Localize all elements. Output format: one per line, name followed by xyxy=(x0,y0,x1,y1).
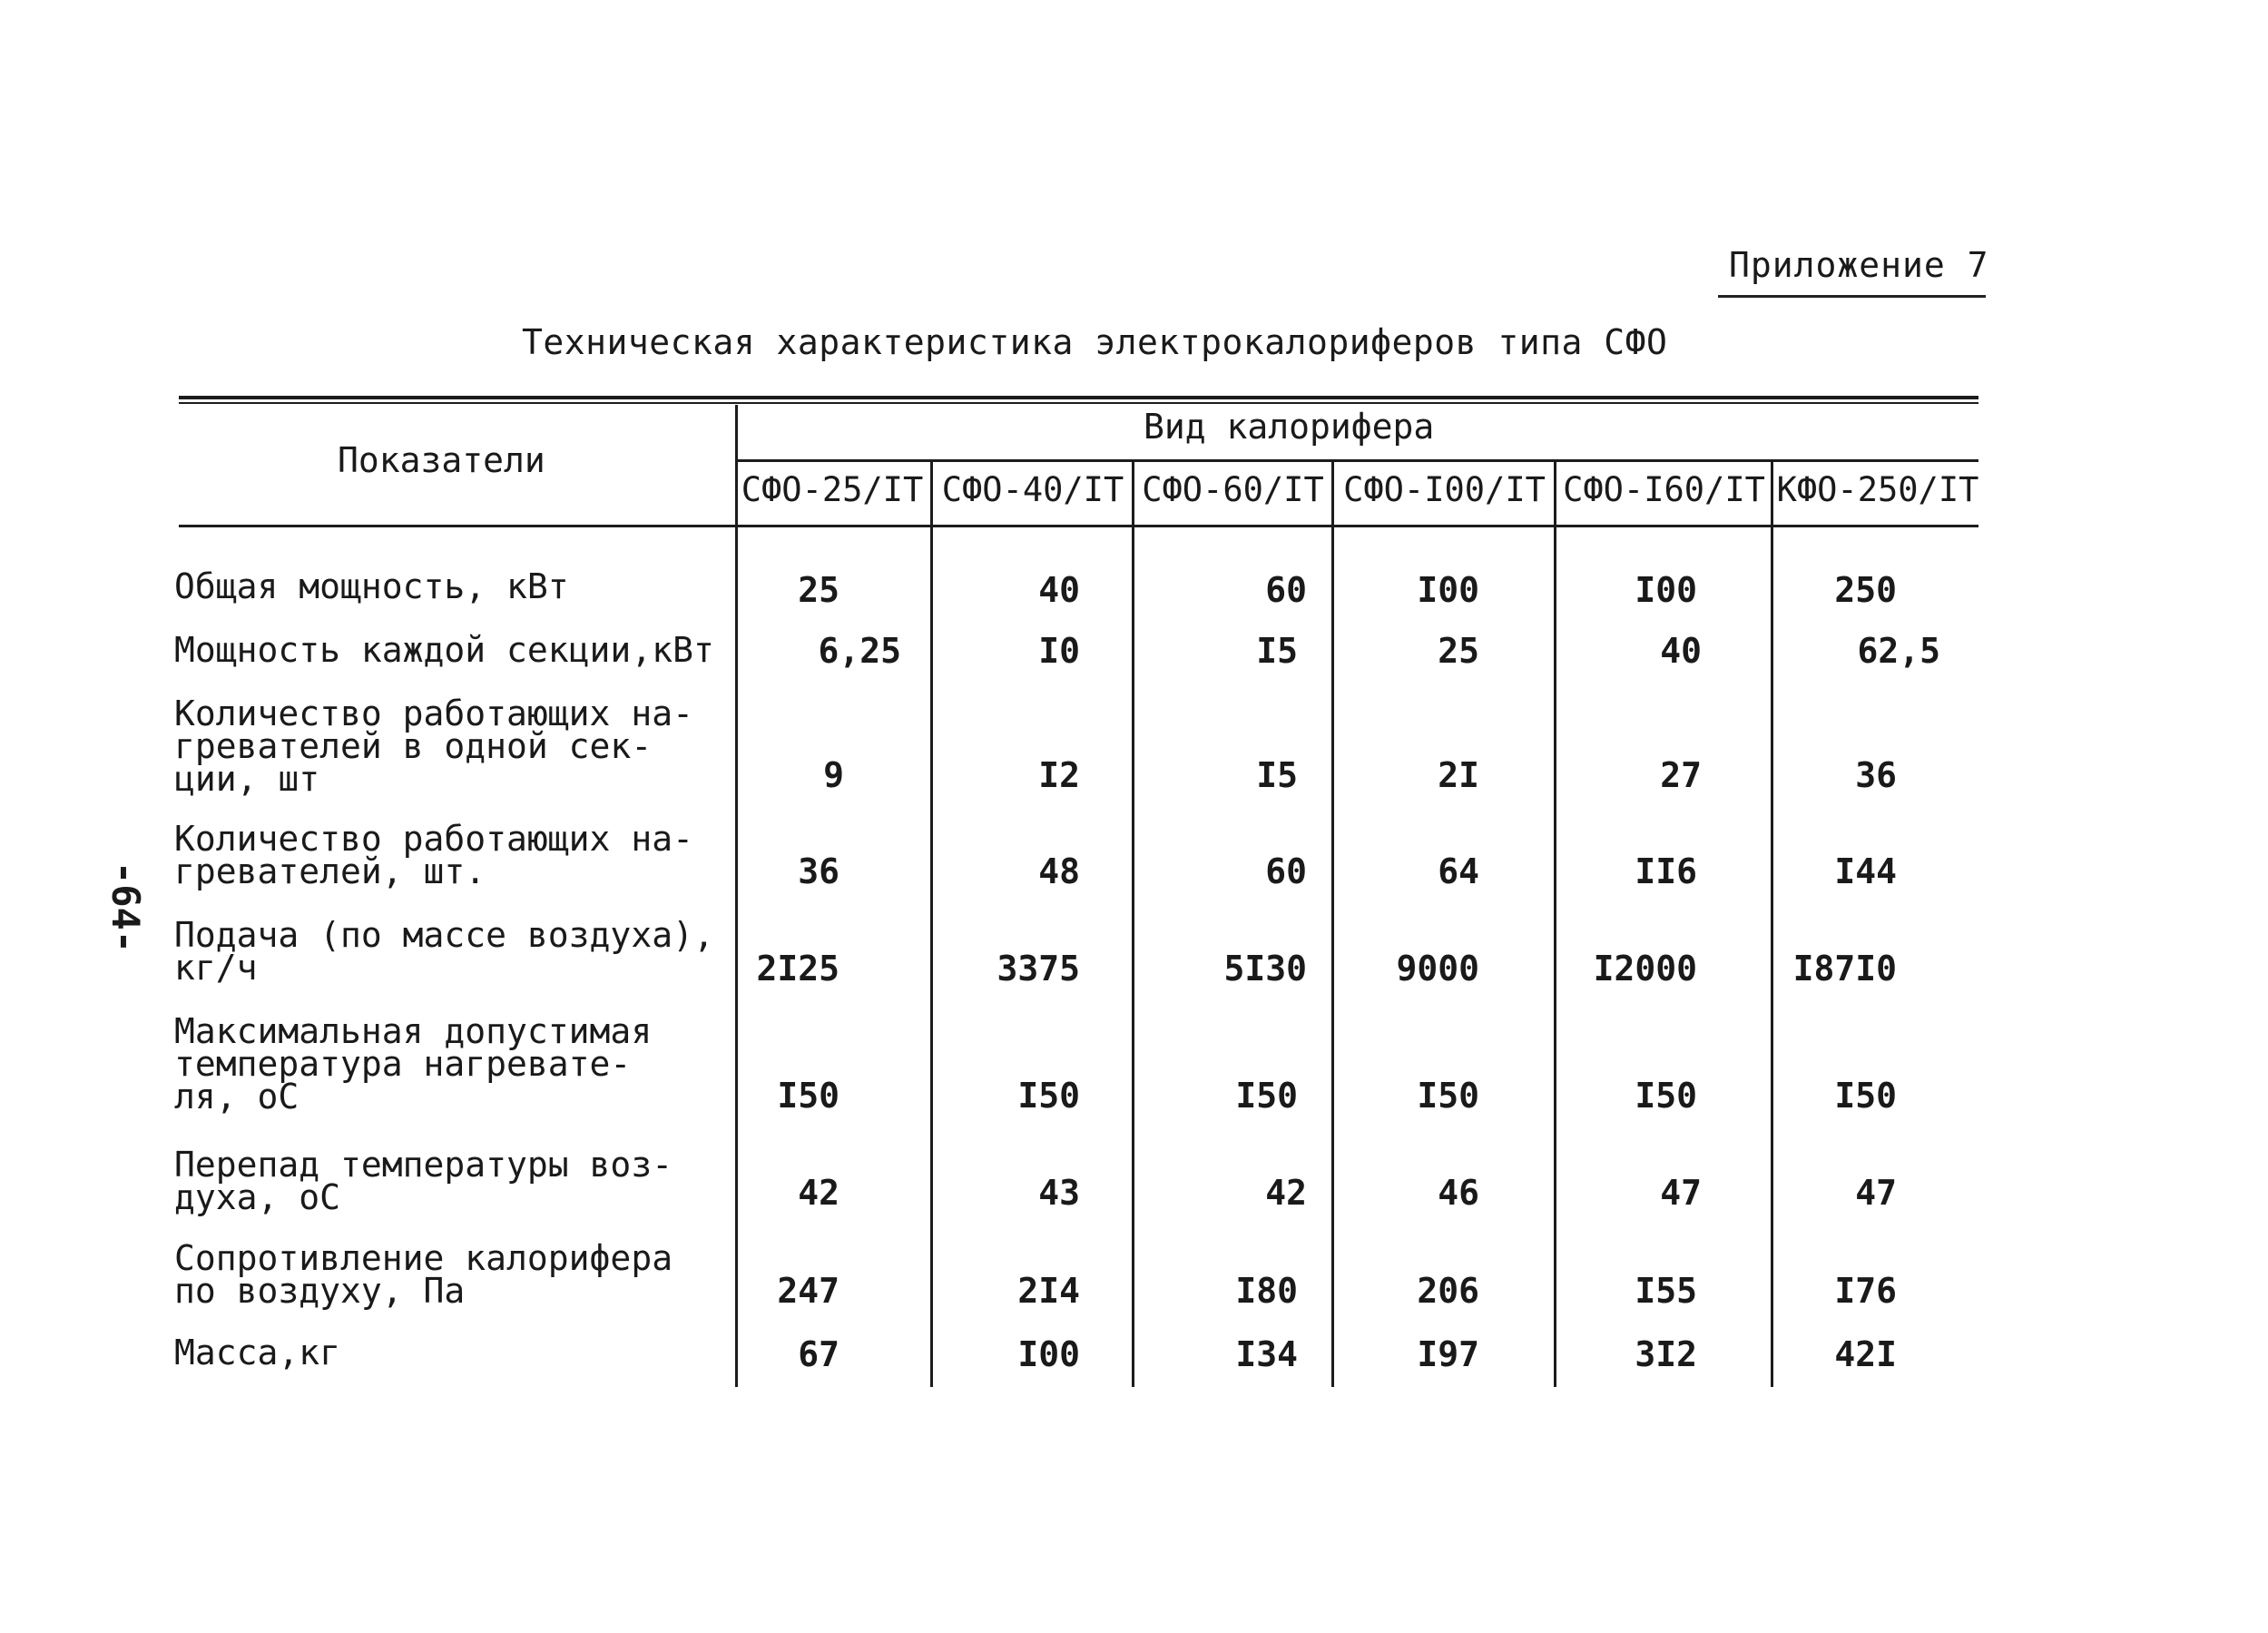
table-cell: 40 xyxy=(1038,570,1080,610)
table-cell: I00 xyxy=(1417,570,1479,610)
table-cell: I2000 xyxy=(1593,949,1697,989)
table-cell: 47 xyxy=(1855,1173,1897,1213)
table-cell: I97 xyxy=(1417,1334,1479,1374)
table-cell: 64 xyxy=(1438,851,1479,891)
row-label: Мощность каждой секции,кВт xyxy=(174,630,714,670)
table-cell: 247 xyxy=(777,1271,839,1311)
table-cell: I00 xyxy=(1635,570,1697,610)
group-header-rule xyxy=(737,459,1978,462)
header-group: Вид калорифера xyxy=(1144,407,1435,447)
table-cell: I5 xyxy=(1256,631,1298,671)
column-header: СФО-I00/IT xyxy=(1343,470,1546,509)
table-cell: 62,5 xyxy=(1857,631,1940,671)
table-divider-col-1 xyxy=(930,461,933,1387)
table-cell: I50 xyxy=(1417,1076,1479,1116)
column-header: СФО-25/IT xyxy=(741,470,924,509)
table-cell: I2 xyxy=(1038,755,1080,795)
table-cell: I87I0 xyxy=(1792,949,1897,989)
table-cell: I50 xyxy=(1635,1076,1697,1116)
table-cell: I55 xyxy=(1635,1271,1697,1311)
table-cell: 2I4 xyxy=(1017,1271,1080,1311)
column-header: СФО-60/IT xyxy=(1142,470,1324,509)
table-cell: 2I25 xyxy=(756,949,839,989)
row-label: Общая мощность, кВт xyxy=(174,566,569,606)
table-cell: 9000 xyxy=(1396,949,1479,989)
table-cell: I80 xyxy=(1235,1271,1298,1311)
table-cell: II6 xyxy=(1635,851,1697,891)
table-cell: 36 xyxy=(1855,755,1897,795)
table-cell: 6,25 xyxy=(818,631,901,671)
row-label: Подача (по массе воздуха), кг/ч xyxy=(174,915,714,988)
column-header: СФО-I60/IT xyxy=(1563,470,1765,509)
table-cell: I00 xyxy=(1017,1334,1080,1374)
table-cell: I5 xyxy=(1256,755,1298,795)
table-cell: I50 xyxy=(1834,1076,1897,1116)
table-cell: I50 xyxy=(777,1076,839,1116)
table-cell: I0 xyxy=(1038,631,1080,671)
table-cell: 5I30 xyxy=(1223,949,1307,989)
table-top-rule xyxy=(179,396,1978,399)
table-cell: 60 xyxy=(1265,570,1307,610)
table-cell: 2I xyxy=(1438,755,1479,795)
table-cell: 36 xyxy=(798,851,839,891)
table-cell: 25 xyxy=(1438,631,1479,671)
table-cell: 42 xyxy=(1265,1173,1307,1213)
header-indicators: Показатели xyxy=(338,440,545,480)
table-cell: 250 xyxy=(1834,570,1897,610)
row-label: Количество работающих на- гревателей, шт. xyxy=(174,819,693,891)
table-cell: 206 xyxy=(1417,1271,1479,1311)
table-cell: 67 xyxy=(798,1334,839,1374)
table-cell: 43 xyxy=(1038,1173,1080,1213)
row-label: Максимальная допустимая температура нагревате- ля, оС xyxy=(174,1011,653,1117)
table-cell: 46 xyxy=(1438,1173,1479,1213)
row-label: Количество работающих на- гревателей в одной сек- ции, шт xyxy=(174,694,693,799)
table-divider-col-2 xyxy=(1132,461,1134,1387)
table-cell: 25 xyxy=(798,570,839,610)
table-cell: 9 xyxy=(823,755,844,795)
table-cell: 27 xyxy=(1660,755,1702,795)
table-cell: 47 xyxy=(1660,1173,1702,1213)
appendix-label: Приложение 7 xyxy=(1729,245,1989,285)
table-cell: I76 xyxy=(1834,1271,1897,1311)
row-label: Сопротивление калорифера по воздуху, Па xyxy=(174,1238,673,1311)
column-header: КФО-250/IT xyxy=(1776,470,1979,509)
table-cell: 3375 xyxy=(997,949,1080,989)
table-cell: I50 xyxy=(1017,1076,1080,1116)
header-bottom-rule xyxy=(179,525,1978,527)
page-number: -64- xyxy=(103,861,149,954)
column-header: СФО-40/IT xyxy=(941,470,1124,509)
table-divider-labels xyxy=(735,405,738,1387)
table-cell: 40 xyxy=(1660,631,1702,671)
row-label: Масса,кг xyxy=(174,1333,341,1372)
table-cell: I44 xyxy=(1834,851,1897,891)
table-cell: 60 xyxy=(1265,851,1307,891)
table-cell: I50 xyxy=(1235,1076,1298,1116)
table-top-rule-inner xyxy=(179,402,1978,404)
table-cell: I34 xyxy=(1235,1334,1298,1374)
document-title: Техническая характеристика электрокалориферов типа СФО xyxy=(522,322,1668,362)
table-cell: 48 xyxy=(1038,851,1080,891)
table-cell: 3I2 xyxy=(1635,1334,1697,1374)
table-cell: 42I xyxy=(1834,1334,1897,1374)
table-cell: 42 xyxy=(798,1173,839,1213)
row-label: Перепад температуры воз- духа, оС xyxy=(174,1145,673,1217)
